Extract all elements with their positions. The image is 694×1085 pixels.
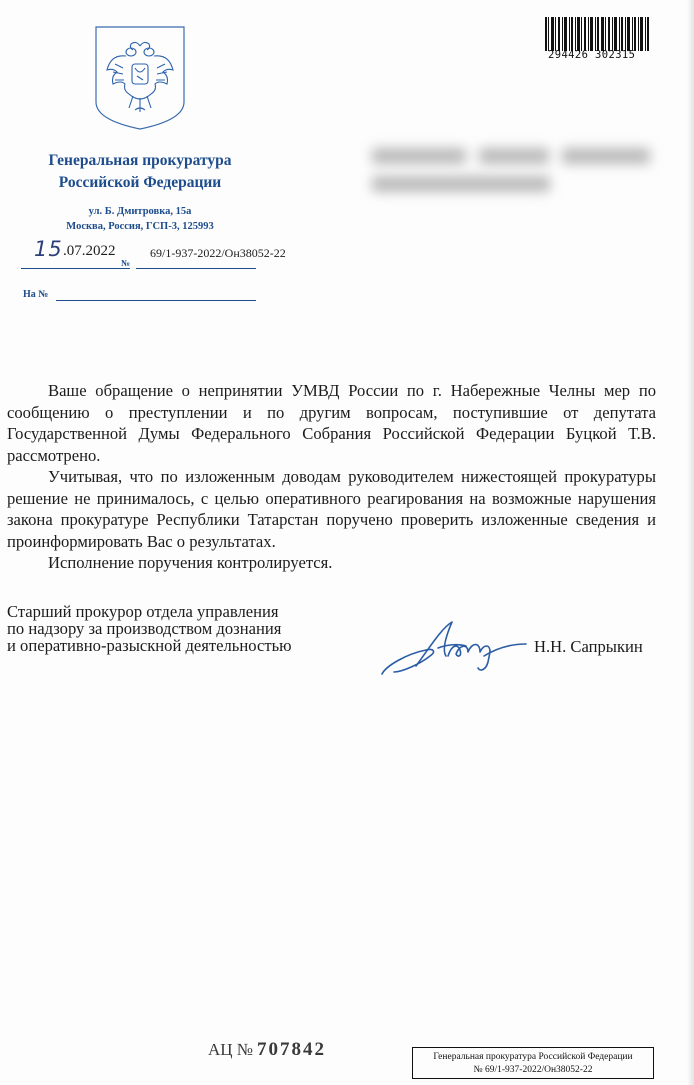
form-serial-number: 707842 — [257, 1039, 327, 1060]
page-edge-shadow — [687, 0, 694, 1085]
agency-name-line2: Российской Федерации — [58, 174, 222, 191]
reply-to-label: На № — [23, 289, 49, 300]
handwritten-signature — [376, 614, 536, 684]
agency-address-line1: ул. Б. Дмитровка, 15а — [88, 206, 192, 217]
stamp-line1: Генеральная прокуратура Российской Федерации — [433, 1052, 633, 1062]
addressee-redacted-line1 — [372, 148, 650, 170]
barcode — [545, 17, 649, 63]
registration-number: 69/1-937-2022/Он38052-22 — [150, 246, 286, 260]
number-label: № — [121, 258, 131, 268]
body-paragraph-2: Учитывая, что по изложенным доводам руководителем нижестоящей прокуратуры решение не принималось, с целью оперативного реагирования на возможные нарушения закона прокуратуре Республики Татарстан поручено проверить изложенные сведения и проинформировать Вас о результатах. — [7, 467, 656, 551]
signatory-title — [7, 603, 292, 654]
reply-to-underline — [56, 300, 256, 301]
barcode-bars — [545, 17, 649, 51]
signatory-title-line2: по надзору за производством дознания — [7, 619, 282, 638]
date-underline — [21, 268, 130, 269]
body-paragraph-1: Ваше обращение о непринятии УМВД России по г. Набережные Челны мер по сообщению о преступлении и по другим вопросам, поступившие от депутата Государственной Думы Федерального Собрания Российской Федерации Буцкой Т.В. рассмотрено. — [7, 381, 656, 465]
barcode-digits: 294426 302315 — [548, 49, 636, 61]
registration-stamp — [412, 1047, 654, 1079]
coat-of-arms-emblem — [93, 24, 187, 132]
signatory-title-line1: Старший прокурор отдела управления — [7, 602, 279, 621]
body-paragraph-3: Исполнение поручения контролируется. — [48, 553, 333, 572]
letter-body — [7, 380, 656, 574]
agency-address-line2: Москва, Россия, ГСП-3, 125993 — [66, 221, 214, 232]
date-printed: .07.2022 — [63, 243, 116, 259]
form-serial-label: АЦ № — [208, 1040, 254, 1059]
addressee-redacted-line2 — [372, 176, 550, 198]
signatory-title-line3: и оперативно-разыскной деятельностью — [7, 636, 292, 655]
date-handwritten-day: 15 — [34, 237, 63, 261]
signatory-name: Н.Н. Сапрыкин — [534, 637, 643, 656]
form-serial — [208, 1039, 326, 1061]
agency-name-line1: Генеральная прокуратура — [48, 152, 232, 169]
number-underline — [136, 268, 256, 269]
stamp-line2: № 69/1-937-2022/Он38052-22 — [473, 1065, 593, 1075]
